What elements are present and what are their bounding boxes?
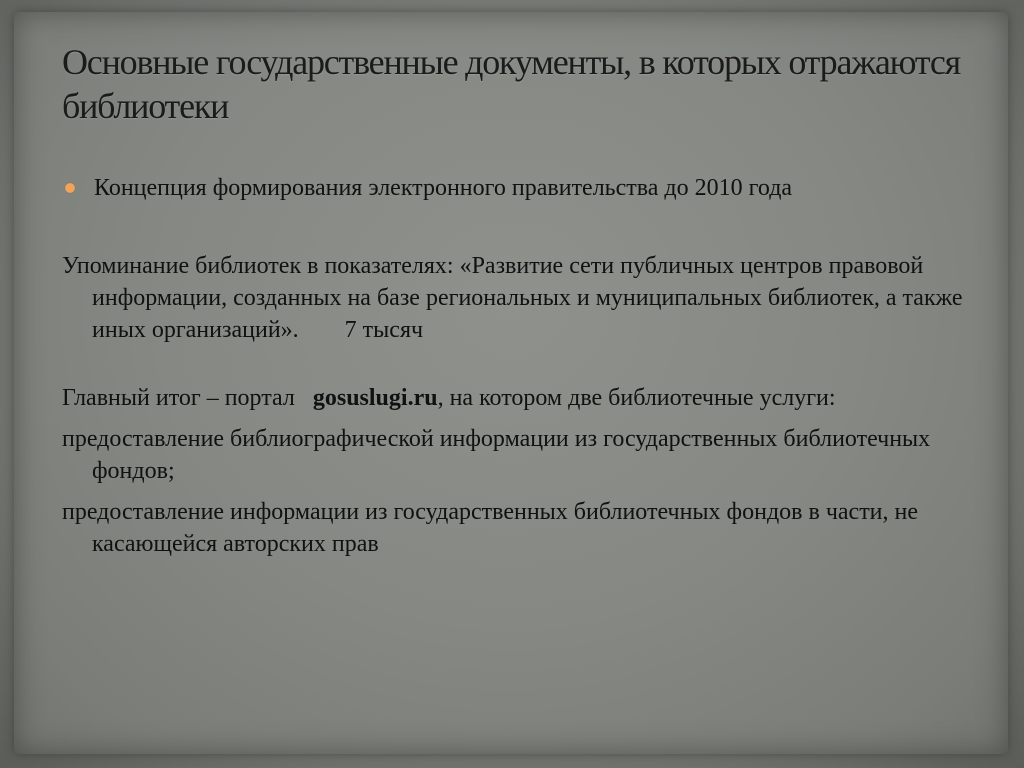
paragraph-result — [62, 382, 972, 414]
service-item-2: предоставление информации из государственных библиотечных фондов в части, не касающейся авторских прав — [62, 499, 919, 557]
portal-name: gosuslugi.ru — [312, 385, 438, 411]
bullet-text: Концепция формирования электронного правительства до 2010 года — [94, 175, 793, 201]
service-item-1: предоставление библиографической информации из государственных библиотечных фондов; — [62, 426, 931, 484]
paragraph-mention — [62, 250, 972, 346]
result-suffix: , на котором две библиотечные услуги: — [437, 385, 836, 411]
bullet-dot-icon — [65, 183, 75, 193]
slide-title: Основные государственные документы, в которых отражаются библиотеки — [62, 42, 960, 126]
bullet-item-concept — [62, 172, 972, 204]
slide-body — [62, 172, 972, 560]
mention-count: 7 тысяч — [344, 317, 424, 343]
mention-text: Упоминание библиотек в показателях: «Развитие сети публичных центров правовой информации, созданных на базе региональных и муниципальных библиотек, а также иных организаций». — [62, 253, 963, 343]
result-prefix: Главный итог – портал — [62, 385, 295, 411]
